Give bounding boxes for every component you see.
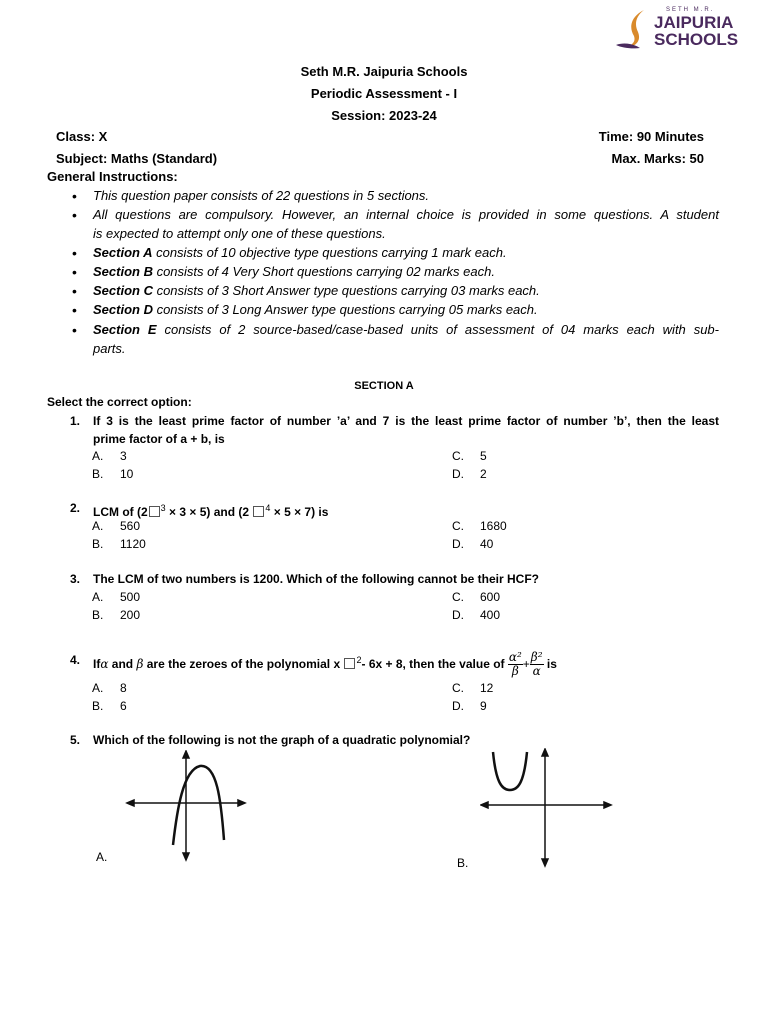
- logo-line2: SCHOOLS: [654, 30, 739, 49]
- bullet-icon: •: [72, 264, 77, 280]
- instruction-item: Section D consists of 3 Long Answer type questions carrying 05 marks each.: [93, 302, 538, 317]
- section-title: SECTION A: [354, 380, 414, 392]
- option-b-value[interactable]: 200: [120, 608, 141, 622]
- bullet-icon: •: [72, 245, 77, 261]
- session: Session: 2023-24: [331, 108, 437, 123]
- flame-logo-icon: [614, 6, 654, 50]
- instruction-item: Section C consists of 3 Short Answer type questions carrying 03 marks each.: [93, 283, 540, 298]
- fraction-beta-sq-over-alpha: $\frac{\text{β²}}{\alpha}$: [530, 650, 543, 679]
- fraction-alpha-sq-over-beta: $\frac{\text{α²}}{\beta}$: [508, 650, 522, 679]
- graph-b-label[interactable]: B.: [457, 856, 469, 870]
- option-c-value[interactable]: 12: [480, 681, 494, 695]
- instruction-item-cont: parts.: [93, 341, 126, 356]
- time-label: Time: 90 Minutes: [598, 129, 704, 144]
- question-1-text: If 3 is the least prime factor of number ’a’ and 7 is the least prime factor of number ’b’, then the least: [93, 414, 719, 428]
- option-c-label[interactable]: C.: [452, 449, 464, 463]
- question-1-number: 1.: [70, 414, 81, 428]
- bullet-icon: •: [72, 207, 77, 223]
- option-d-label[interactable]: D.: [452, 467, 464, 481]
- question-3-number: 3.: [70, 572, 81, 586]
- option-b-value[interactable]: 1120: [120, 537, 146, 551]
- question-2-text: LCM of (2 $^3$ × 3 × 5) and (2 $^4$ × 5 × 7) is: [93, 503, 329, 519]
- option-a-label[interactable]: A.: [92, 449, 104, 463]
- option-d-value[interactable]: 2: [480, 467, 487, 481]
- option-c-value[interactable]: 1680: [480, 519, 507, 533]
- option-c-label[interactable]: C.: [452, 681, 464, 695]
- school-name: Seth M.R. Jaipuria Schools: [300, 64, 468, 79]
- option-b-label[interactable]: B.: [92, 537, 104, 551]
- option-d-value[interactable]: 400: [480, 608, 501, 622]
- option-c-value[interactable]: 5: [480, 449, 487, 463]
- instruction-item: Section A consists of 10 objective type questions carrying 1 mark each.: [93, 245, 507, 260]
- bullet-icon: •: [72, 188, 77, 204]
- option-d-label[interactable]: D.: [452, 537, 464, 551]
- option-b-label[interactable]: B.: [92, 699, 104, 713]
- option-d-label[interactable]: D.: [452, 608, 464, 622]
- option-b-value[interactable]: 10: [120, 467, 134, 481]
- option-d-label[interactable]: D.: [452, 699, 464, 713]
- max-marks-label: Max. Marks: 50: [611, 151, 704, 166]
- exam-name: Periodic Assessment - I: [310, 86, 458, 101]
- bullet-icon: •: [72, 322, 77, 338]
- logo-top-text: SETH M.R.: [666, 7, 715, 13]
- question-4-number: 4.: [70, 653, 81, 667]
- option-a-label[interactable]: A.: [92, 519, 104, 533]
- logo-line1: JAIPURIA: [654, 13, 734, 32]
- option-d-value[interactable]: 40: [480, 537, 494, 551]
- option-a-value[interactable]: 560: [120, 519, 141, 533]
- graph-b-parabola-above-axis: [480, 748, 615, 870]
- missing-glyph-icon: [253, 506, 264, 517]
- missing-glyph-icon: [149, 506, 160, 517]
- option-c-label[interactable]: C.: [452, 590, 464, 604]
- option-a-label[interactable]: A.: [92, 590, 104, 604]
- section-subtitle: Select the correct option:: [47, 395, 192, 409]
- question-1-text-cont: prime factor of a + b, is: [93, 432, 225, 446]
- instruction-item: All questions are compulsory. However, an internal choice is provided in some questions. A student: [93, 207, 719, 222]
- school-logo: [614, 6, 746, 50]
- instruction-item-cont: is expected to attempt only one of these questions.: [93, 226, 386, 241]
- question-5-number: 5.: [70, 733, 81, 747]
- option-a-value[interactable]: 8: [120, 681, 127, 695]
- subject-label: Subject: Maths (Standard): [56, 151, 218, 166]
- graph-a-label[interactable]: A.: [96, 850, 108, 864]
- question-5-text: Which of the following is not the graph of a quadratic polynomial?: [93, 733, 471, 747]
- bullet-icon: •: [72, 302, 77, 318]
- option-c-label[interactable]: C.: [452, 519, 464, 533]
- instruction-item: Section E consists of 2 source-based/case-based units of assessment of 04 marks each with sub-: [93, 322, 719, 337]
- bullet-icon: •: [72, 283, 77, 299]
- question-2-number: 2.: [70, 501, 81, 515]
- missing-glyph-icon: [344, 658, 355, 669]
- instructions-title: General Instructions:: [47, 169, 178, 184]
- option-d-value[interactable]: 9: [480, 699, 487, 713]
- option-b-value[interactable]: 6: [120, 699, 127, 713]
- option-a-value[interactable]: 3: [120, 449, 127, 463]
- option-b-label[interactable]: B.: [92, 467, 104, 481]
- option-c-value[interactable]: 600: [480, 590, 501, 604]
- instruction-item: Section B consists of 4 Very Short questions carrying 02 marks each.: [93, 264, 495, 279]
- class-label: Class: X: [56, 129, 108, 144]
- option-a-value[interactable]: 500: [120, 590, 141, 604]
- instruction-item: This question paper consists of 22 questions in 5 sections.: [93, 188, 430, 203]
- graph-a-downward-parabola: [125, 750, 255, 865]
- question-3-text: The LCM of two numbers is 1200. Which of the following cannot be their HCF?: [93, 572, 540, 586]
- option-a-label[interactable]: A.: [92, 681, 104, 695]
- option-b-label[interactable]: B.: [92, 608, 104, 622]
- question-4-text: Ifα and β are the zeroes of the polynomial x $^2$- 6x + 8, then the value of $\frac{\text{α²}}{\beta}$ + $\frac{\text{β²}}{\alpha}$ is: [93, 650, 557, 679]
